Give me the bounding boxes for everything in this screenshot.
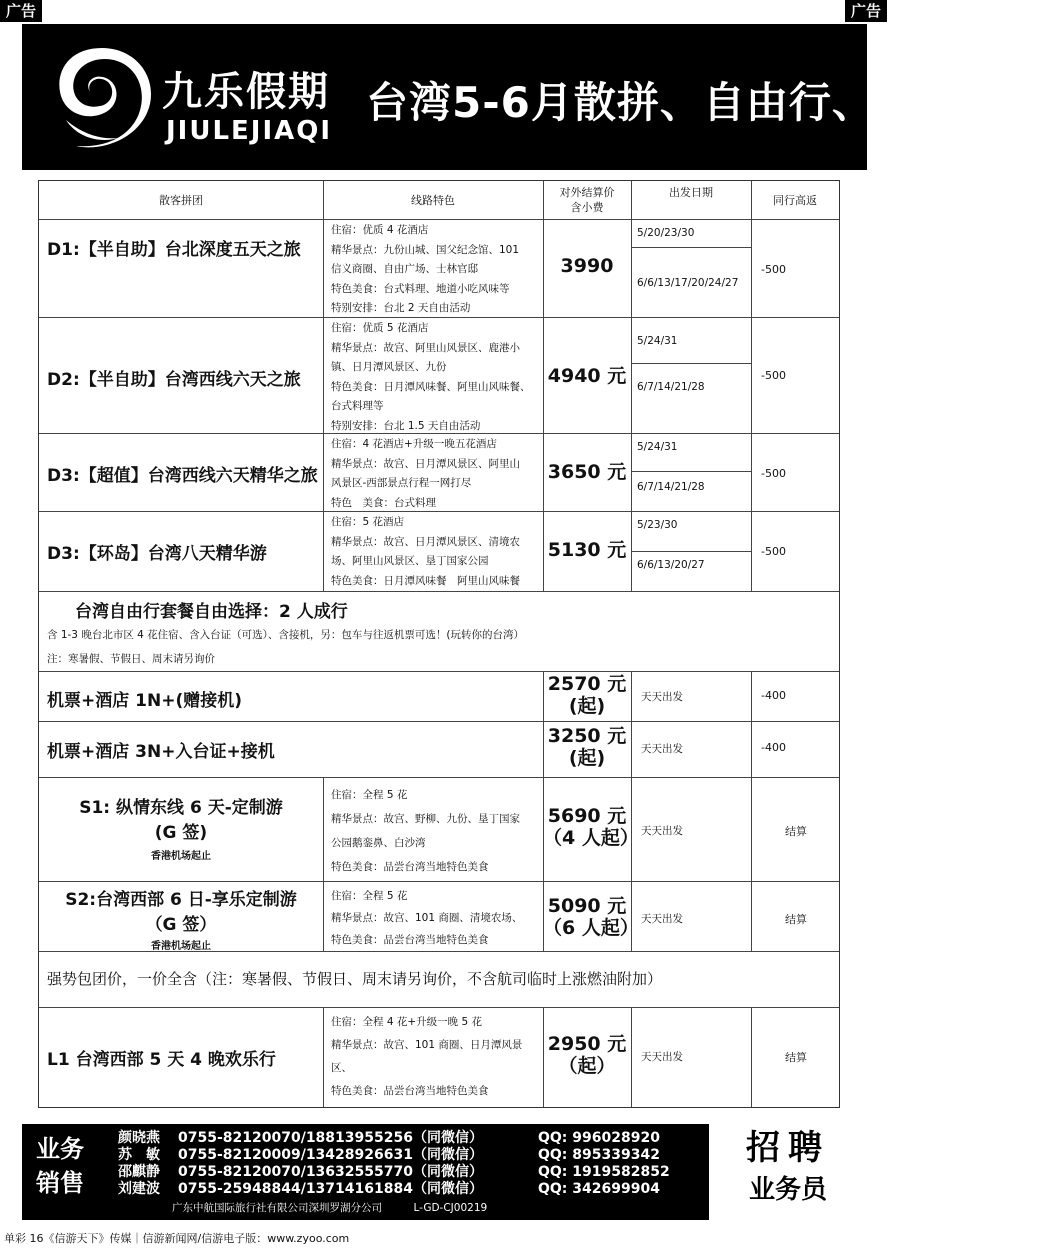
page-footer-info: 单彩 16《信游天下》传媒｜信游新闻网/信游电子版：www.zyoo.com [4,1232,350,1245]
tour-price: 3650 元 [547,461,627,483]
tour-title: D3:【超值】台湾西线六天精华之旅 [47,466,318,486]
tour-rebate: -500 [761,263,786,276]
tour-rebate: -500 [761,545,786,558]
tour-title: D2:【半自助】台湾西线六天之旅 [47,370,301,390]
free-section-note: 注：寒暑假、节假日、周末请另询价 [47,653,215,665]
contact-list [118,1130,670,1198]
custom-tour-date: 天天出发 [641,913,683,925]
tour-date: 5/23/30 [637,519,678,531]
tour-features: 住宿：优质 5 花酒店 精华景点：故宫、阿里山风景区、鹿港小 镇、日月潭风景区、九份 特色美食：日月潭风味餐、阿里山风味餐、 台式料理等 特别安排：台北 1.5 天自由活动 [331,322,531,432]
package-price: 3250 元 (起) [547,725,627,769]
tour-features: 住宿：优质 4 花酒店 精华景点：九份山城、国父纪念馆、101 信义商圈、自由广场、士林官邸 特色美食：台式料理、地道小吃风味等 特别安排：台北 2 天自由活动 [331,224,520,314]
tour-date: 5/24/31 [637,441,678,453]
brand-name-en: JIULEJIAQI [166,116,333,146]
tour-date: 5/24/31 [637,335,678,347]
contact-footer [22,1124,867,1220]
custom-tour-features: 住宿：全程 5 花 精华景点：故宫、野柳、九份、垦丁国家 公园鹅銮鼻、白沙湾 特色美食：品尝台湾当地特色美食 [331,789,520,873]
custom-tour-title: S1: 纵情东线 6 天-定制游 (G 签) 香港机场起止 [79,798,283,862]
custom-tour-price: 5690 元 （4 人起） [543,805,639,849]
tour-date: 5/20/23/30 [637,227,695,239]
tour-title: D1:【半自助】台北深度五天之旅 [47,240,301,260]
custom-tour-date: 天天出发 [641,825,683,837]
custom-tour-features: 住宿：全程 5 花 精华景点：故宫、101 商圈、清境农场、 特色美食：品尝台湾当地特色美食 [331,890,523,946]
group-tour-date: 天天出发 [641,1051,683,1063]
swirl-logo-icon [46,40,158,156]
custom-tour-price: 5090 元 （6 人起） [543,895,639,939]
free-section-note: 含 1-3 晚台北市区 4 花住宿、含入台证（可选）、含接机，另：包车与往返机票可选！(玩转你的台湾） [47,629,525,641]
header-dates: 出发日期 [669,186,713,199]
free-section-title: 台湾自由行套餐自由选择：2 人成行 [75,602,348,622]
package-rebate: -400 [761,741,786,754]
group-tour-features: 住宿：全程 4 花+升级一晚 5 花 精华景点：故宫、101 商圈、日月潭风景 区、 特色美食：品尝台湾当地特色美食 [331,1016,523,1097]
custom-tour-title: S2:台湾西部 6 日-享乐定制游 （G 签） 香港机场起止 [65,890,297,952]
recruit-box: 招聘 业务员 [706,1124,867,1220]
tour-rebate: -500 [761,369,786,382]
package-title: 机票+酒店 1N+(赠接机) [47,691,243,711]
contact-row: 颜晓燕 0755-82120070/18813955256（同微信） QQ: 996028920 [118,1130,660,1146]
group-section-title: 强势包团价，一价全含（注：寒暑假、节假日、周末请另询价，不含航司临时上涨燃油附加） [47,970,663,988]
ad-tag-left: 广告 [0,0,42,22]
company-name: 广东中航国际旅行社有限公司深圳罗湖分公司 L-GD-CJ00219 [172,1202,488,1214]
tour-price: 5130 元 [547,539,627,561]
package-price: 2570 元 (起) [547,673,627,717]
tour-title: D3:【环岛】台湾八天精华游 [47,544,267,564]
tour-date: 6/7/14/21/28 [637,381,705,393]
ad-tag-right: 广告 [845,0,887,22]
tour-features: 住宿：4 花酒店+升级一晚五花酒店 精华景点：故宫、日月潭风景区、阿里山 风景区-西部景点行程一网打尽 特色 美食：台式料理 [331,438,520,509]
package-date: 天天出发 [641,743,683,755]
header-rebate: 同行高返 [773,194,817,207]
price-table [38,180,840,1108]
contact-row: 邵麒静 0755-82120070/13632555770（同微信） QQ: 1919582852 [118,1164,670,1180]
custom-tour-rebate: 结算 [785,825,807,838]
header-banner [22,24,1047,170]
contact-row: 苏 敏 0755-82120009/13428926631（同微信） QQ: 895339342 [118,1147,660,1163]
package-rebate: -400 [761,689,786,702]
group-tour-price: 2950 元 （起） [547,1033,627,1077]
tour-date: 6/6/13/17/20/24/27 [637,277,739,289]
brand-name-cn: 九乐假期 [162,69,330,115]
headline: 台湾5-6月散拼、自由行、私人定制 [366,78,1047,127]
tour-date: 6/7/14/21/28 [637,481,705,493]
tour-price: 4940 元 [547,365,627,387]
header-features: 线路特色 [411,194,455,207]
contact-row: 刘建波 0755-25948844/13714161884（同微信） QQ: 342699904 [118,1181,660,1197]
package-date: 天天出发 [641,691,683,703]
sales-label: 业务 销售 [36,1135,84,1197]
header-price: 对外结算价 含小费 [559,186,615,214]
custom-tour-rebate: 结算 [785,913,807,926]
header-tour-type: 散客拼团 [159,194,203,207]
group-tour-rebate: 结算 [785,1051,807,1064]
tour-rebate: -500 [761,467,786,480]
group-tour-title: L1 台湾西部 5 天 4 晚欢乐行 [47,1050,276,1070]
tour-date: 6/6/13/20/27 [637,559,705,571]
tour-price: 3990 [560,255,614,277]
package-title: 机票+酒店 3N+入台证+接机 [47,742,275,762]
tour-features: 住宿：5 花酒店 精华景点：故宫、日月潭风景区、清境农 场、阿里山风景区、垦丁国家公园 特色美食：日月潭风味餐 阿里山风味餐 [331,516,520,587]
